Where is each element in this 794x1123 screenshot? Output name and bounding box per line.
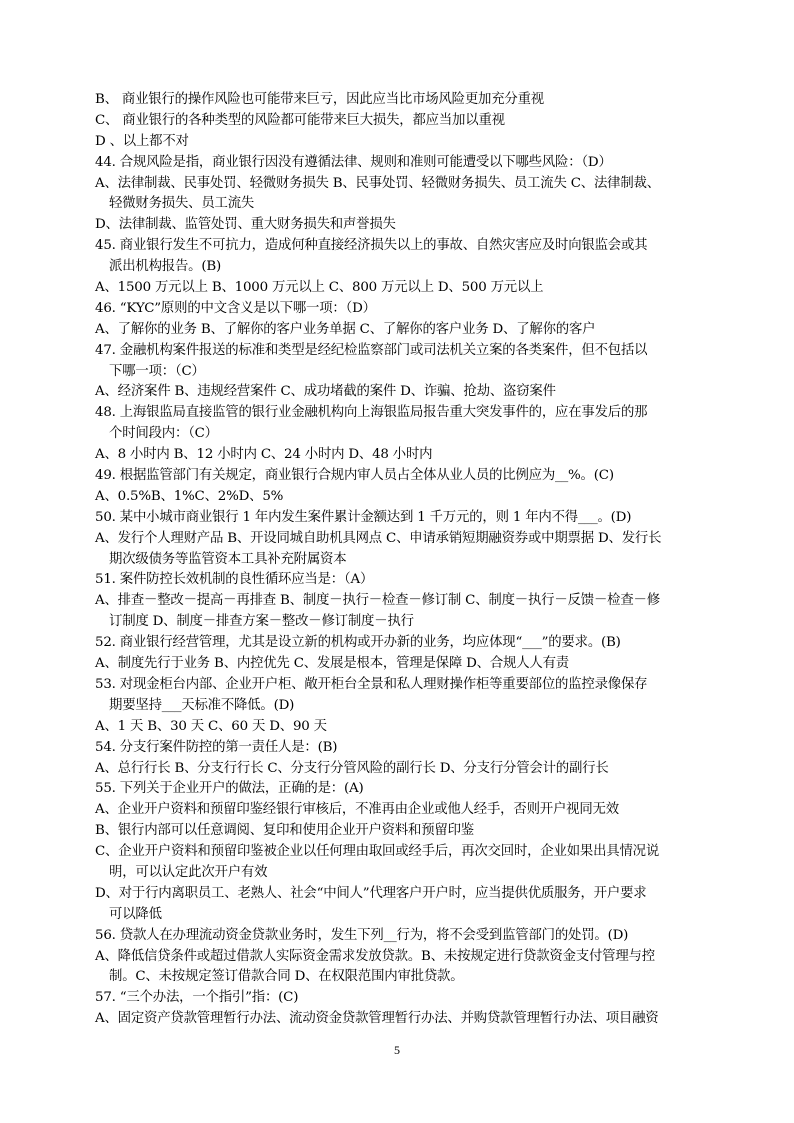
text-line: 53. 对现金柜台内部、企业开户柜、敞开柜台全景和私人理财操作柜等重要部位的监控录像保存 [95, 676, 648, 692]
text-line: D、对于行内离职员工、老熟人、社会“中间人”代理客户开户时，应当提供优质服务，开户要求 [95, 885, 647, 901]
text-line: C、 商业银行的各种类型的风险都可能带来巨大损失，都应当加以重视 [95, 112, 505, 128]
text-line: A、了解你的业务 B、了解你的客户业务单据 C、了解你的客户业务 D、了解你的客户 [95, 321, 596, 337]
text-line: A、降低信贷条件或超过借款人实际资金需求发放贷款。B、未按规定进行贷款资金支付管理与控 [95, 948, 655, 964]
text-line: A、经济案件 B、违规经营案件 C、成功堵截的案件 D、诈骗、抢劫、盗窃案件 [95, 384, 556, 400]
text-line: 46. “KYC”原则的中文含义是以下哪一项：（D） [95, 300, 376, 316]
text-line: 45. 商业银行发生不可抗力，造成何种直接经济损失以上的事故、自然灾害应及时向银监会或其 [95, 238, 648, 254]
text-line: 期要坚持___天标准不降低。(D) [109, 697, 295, 713]
text-line: A、排查－整改－提高－再排查 B、制度－执行－检查－修订制 C、制度－执行－反馈－检查－修 [95, 593, 660, 609]
text-line: A、1 天 B、30 天 C、60 天 D、90 天 [95, 718, 327, 734]
text-line: 下哪一项：（C） [109, 363, 205, 379]
text-line: 派出机构报告。(B) [109, 259, 222, 275]
text-line: C、企业开户资料和预留印鉴被企业以任何理由取回或经手后，再次交回时，企业如果出具情况说 [95, 844, 660, 860]
text-line: A、制度先行于业务 B、内控优先 C、发展是根本，管理是保障 D、合规人人有责 [95, 656, 569, 672]
text-line: 52. 商业银行经营管理，尤其是设立新的机构或开办新的业务，均应体现“___”的要求。(B) [95, 635, 621, 651]
text-line: 51. 案件防控长效机制的良性循环应当是：（A） [95, 572, 374, 588]
text-line: D 、以上都不对 [95, 133, 189, 149]
text-line: 可以降低 [109, 906, 162, 922]
text-line: A、法律制裁、民事处罚、轻微财务损失 B、民事处罚、轻微财务损失、员工流失 C、法律制裁、 [95, 175, 660, 191]
text-line: 56. 贷款人在办理流动资金贷款业务时，发生下列__行为，将不会受到监管部门的处罚。(D) [95, 927, 629, 943]
text-line: 55. 下列关于企业开户的做法，正确的是：(A) [95, 781, 364, 797]
text-line: 订制度 D、制度－排查方案－整改－修订制度－执行 [109, 614, 414, 630]
text-line: 个时间段内：（C） [109, 426, 218, 442]
text-line: 明，可以认定此次开户有效 [109, 864, 268, 880]
text-line: 48. 上海银监局直接监管的银行业金融机构向上海银监局报告重大突发事件的，应在事发后的那 [95, 405, 648, 421]
text-line: A、8 小时内 B、12 小时内 C、24 小时内 D、48 小时内 [95, 447, 433, 463]
text-line: 54. 分支行案件防控的第一责任人是：(B) [95, 739, 338, 755]
text-line: 44. 合规风险是指，商业银行因没有遵循法律、规则和准则可能遭受以下哪些风险：（D） [95, 154, 612, 170]
text-line: A、固定资产贷款管理暂行办法、流动资金贷款管理暂行办法、并购贷款管理暂行办法、项目融资 [95, 1011, 659, 1027]
text-line: A、1500 万元以上 B、1000 万元以上 C、800 万元以上 D、500 万元以上 [95, 280, 544, 296]
text-line: 57. “三个办法，一个指引”指：(C) [95, 990, 299, 1006]
text-line: 制。C、未按规定签订借款合同 D、在权限范围内审批贷款。 [109, 969, 464, 985]
text-line: A、企业开户资料和预留印鉴经银行审核后，不准再由企业或他人经手，否则开户视同无效 [95, 802, 619, 818]
text-line: D、法律制裁、监管处罚、重大财务损失和声誉损失 [95, 217, 396, 233]
text-line: B、银行内部可以任意调阅、复印和使用企业开户资料和预留印鉴 [95, 823, 474, 839]
page-number: 5 [394, 1043, 400, 1057]
text-line: 49. 根据监管部门有关规定，商业银行合规内审人员占全体从业人员的比例应为__%。(C) [95, 468, 614, 484]
text-line: 轻微财务损失、员工流失 [109, 196, 255, 212]
text-line: B、 商业银行的操作风险也可能带来巨亏，因此应当比市场风险更加充分重视 [95, 92, 544, 107]
text-line: 期次级债务等监管资本工具补充附属资本 [109, 551, 347, 567]
text-line: A、总行行长 B、分支行行长 C、分支行分管风险的副行长 D、分支行分管会计的副行长 [95, 760, 609, 776]
text-line: 47. 金融机构案件报送的标准和类型是经纪检监察部门或司法机关立案的各类案件，但不包括以 [95, 342, 648, 358]
document-body [95, 90, 695, 1030]
text-line: A、发行个人理财产品 B、开设同城自助机具网点 C、申请承销短期融资券或中期票据 D、发行长 [95, 530, 662, 546]
text-line: A、0.5%B、1%C、2%D、5% [95, 488, 284, 504]
text-line: 50. 某中小城市商业银行 1 年内发生案件累计金额达到 1 千万元的，则 1 年内不得___。(D) [95, 509, 632, 525]
